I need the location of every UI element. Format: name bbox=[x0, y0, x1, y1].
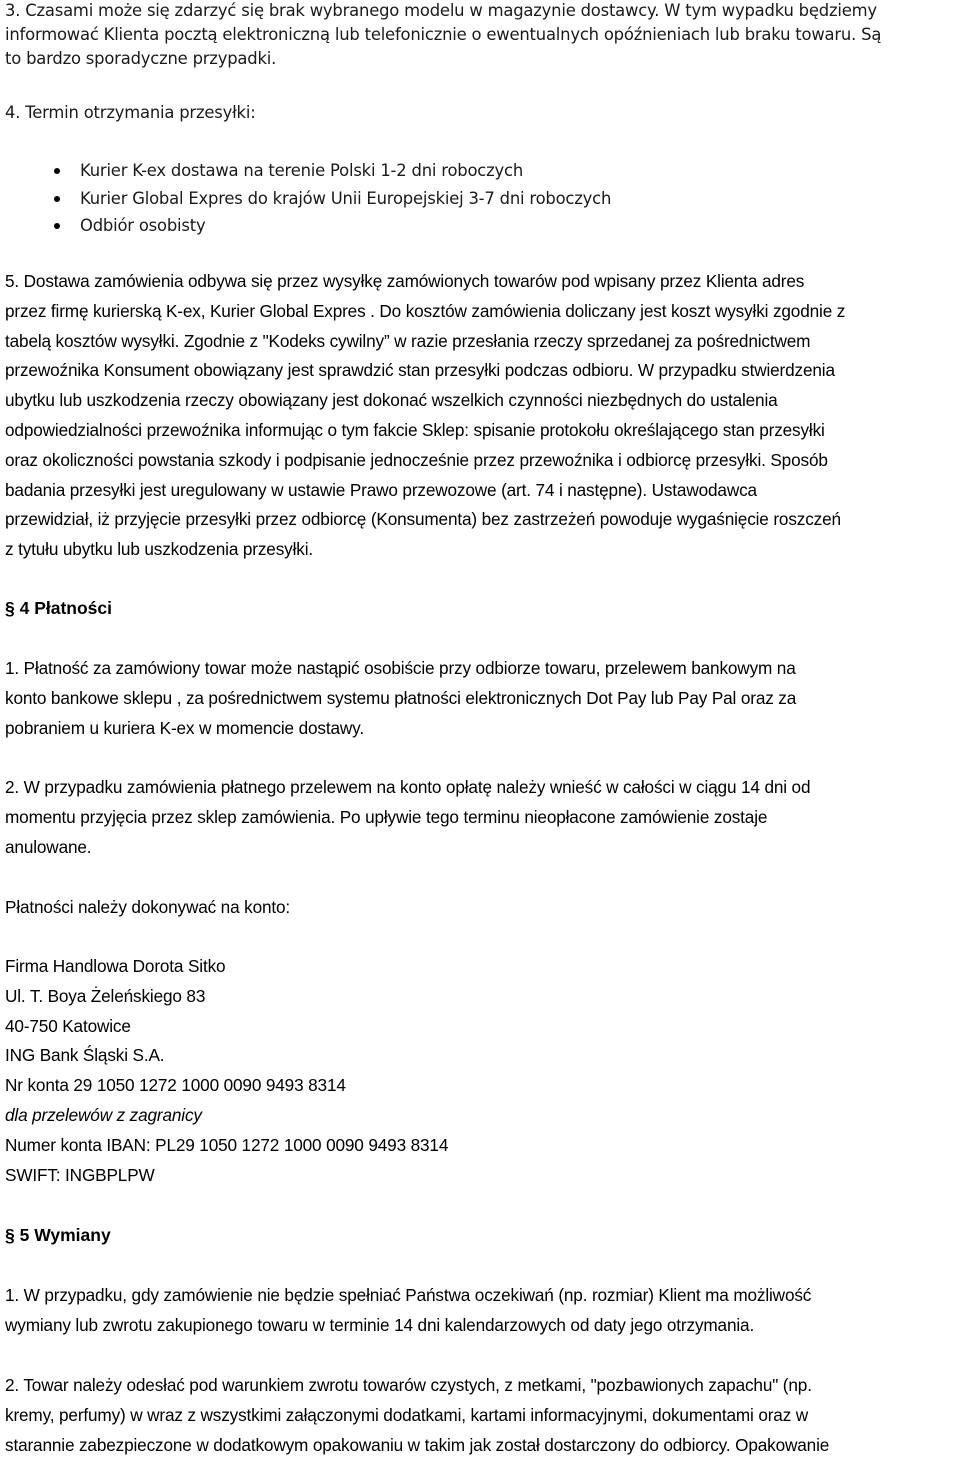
paragraph-line: tabelą kosztów wysyłki. Zgodnie z "Kodeks cywilny” w razie przesłania rzeczy sprzedanej za pośrednictwem bbox=[5, 330, 811, 351]
payment-paragraph-2: 2. W przypadku zamówienia płatnego przelewem na konto opłatę należy wnieść w całości w ciągu 14 dni od momentu przyjęcia przez sklep zamówienia. Po upływie tego terminu nieopłacone zamówienie zostaje anulowane. bbox=[5, 777, 811, 857]
swift-code: SWIFT: INGBPLPW bbox=[5, 1164, 155, 1185]
city-address: 40-750 Katowice bbox=[5, 1015, 131, 1036]
paragraph-5 bbox=[5, 267, 957, 565]
account-details bbox=[5, 952, 957, 1190]
paragraph-line: oraz okoliczności powstania szkody i podpisanie jednocześnie przez przewoźnika i odbiorcę przesyłki. Sposób bbox=[5, 449, 828, 470]
paragraph-3 bbox=[5, 0, 957, 71]
paragraph-line: badania przesyłki jest uregulowany w ustawie Prawo przewozowe (art. 74 i następne). Ustawodawca bbox=[5, 479, 757, 500]
account-intro: Płatności należy dokonywać na konto: bbox=[5, 897, 291, 917]
section-heading-payments: § 4 Płatności bbox=[5, 598, 112, 618]
bank-name: ING Bank Śląski S.A. bbox=[5, 1045, 165, 1066]
paragraph-line: 3. Czasami może się zdarzyć się brak wybranego modelu w magazynie dostawcy. W tym wypadku będziemy bbox=[5, 1, 877, 20]
street-address: Ul. T. Boya Żeleńskiego 83 bbox=[5, 985, 206, 1006]
exchange-paragraph-2: 2. Towar należy odesłać pod warunkiem zwrotu towarów czystych, z metkami, "pozbawionych zapachu" (np. kremy, perfumy) w wraz z wszystkimi załączonymi dodatkami, kartami informacyjnymi, dokumentami oraz w starannie zabezpieczone w dodatkowym opakowaniu w takim jak został dostarczony do odbiorcy. Opakowanie bbox=[5, 1375, 830, 1455]
list-item: Kurier Global Expres do krajów Unii Europejskiej 3-7 dni roboczych bbox=[5, 185, 957, 213]
paragraph-line: przez firmę kurierską K-ex, Kurier Global Expres . Do kosztów zamówienia doliczany jest koszt wysyłki zgodnie z bbox=[5, 300, 846, 321]
section-heading-exchanges: § 5 Wymiany bbox=[5, 1225, 111, 1245]
list-item: Kurier K-ex dostawa na terenie Polski 1-2 dni roboczych bbox=[5, 157, 957, 185]
paragraph-line: przewidział, iż przyjęcie przesyłki przez odbiorcę (Konsumenta) bez zastrzeżeń powoduje wygaśnięcie roszczeń bbox=[5, 509, 841, 530]
paragraph-line: to bardzo sporadyczne przypadki. bbox=[5, 49, 277, 68]
bullet-icon bbox=[54, 196, 60, 202]
bullet-icon bbox=[54, 168, 60, 174]
paragraph-line: ubytku lub uszkodzenia rzeczy obowiązany jest dokonać wszelkich czynności niezbędnych do ustalenia bbox=[5, 390, 778, 411]
exchange-paragraph-1: 1. W przypadku, gdy zamówienie nie będzie spełniać Państwa oczekiwań (np. rozmiar) Klient ma możliwość wymiany lub zwrotu zakupionego towaru w terminie 14 dni kalendarzowych od daty jego otrzymania. bbox=[5, 1285, 812, 1335]
delivery-time-title: 4. Termin otrzymania przesyłki: bbox=[5, 103, 256, 122]
list-item: Odbiór osobisty bbox=[5, 212, 957, 240]
bullet-icon bbox=[54, 223, 60, 229]
paragraph-line: z tytułu ubytku lub uszkodzenia przesyłki. bbox=[5, 539, 314, 560]
paragraph-line: przewoźnika Konsument obowiązany jest sprawdzić stan przesyłki podczas odbioru. W przypadku stwierdzenia bbox=[5, 360, 835, 381]
iban-number: Numer konta IBAN: PL29 1050 1272 1000 0090 9493 8314 bbox=[5, 1134, 449, 1155]
company-name: Firma Handlowa Dorota Sitko bbox=[5, 956, 226, 976]
account-number: Nr konta 29 1050 1272 1000 0090 9493 8314 bbox=[5, 1075, 346, 1096]
paragraph-line: odpowiedzialności przewoźnika informując o tym fakcie Sklep: spisanie protokołu określającego stan przesyłki bbox=[5, 419, 825, 440]
delivery-options-list bbox=[5, 157, 957, 240]
payment-paragraph-1: 1. Płatność za zamówiony towar może nastąpić osobiście przy odbiorze towaru, przelewem bankowym na konto bankowe sklepu , za pośrednictwem systemu płatności elektronicznych Dot Pay lub Pay Pal oraz za pobraniem u kuriera K-ex w momencie dostawy. bbox=[5, 658, 797, 738]
paragraph-line: informować Klienta pocztą elektroniczną lub telefonicznie o ewentualnych opóźnieniach lub braku towaru. Są bbox=[5, 25, 882, 44]
foreign-transfer-label: dla przelewów z zagranicy bbox=[5, 1104, 202, 1125]
paragraph-line: 5. Dostawa zamówienia odbywa się przez wysyłkę zamówionych towarów pod wpisany przez Klienta adres bbox=[5, 271, 805, 291]
